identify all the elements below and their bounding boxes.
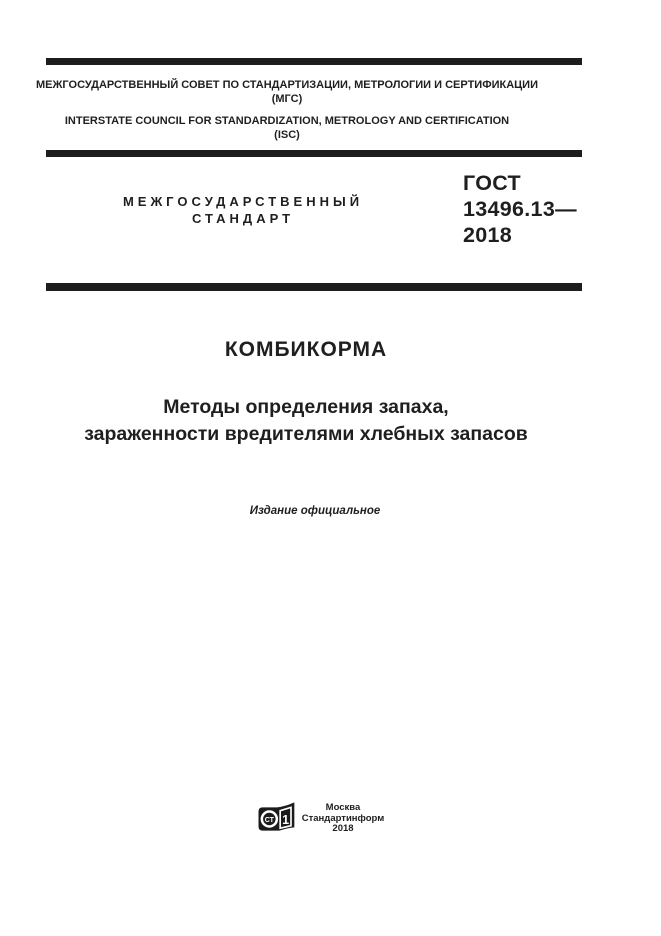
- designation-code-line3: 2018: [463, 223, 513, 247]
- edition-note: Издание официальное: [249, 505, 381, 517]
- standard-type-label: [46, 193, 440, 227]
- subtitle-line2: зараженности вредителями хлебных запасов: [84, 423, 528, 445]
- council-abbr-ru: (МГС): [271, 92, 303, 105]
- standard-designation: [463, 170, 577, 248]
- publisher-block: [256, 801, 385, 837]
- council-name-ru: МЕЖГОСУДАРСТВЕННЫЙ СОВЕТ ПО СТАНДАРТИЗАЦИИ, МЕТРОЛОГИИ И СЕРТИФИКАЦИИ: [35, 79, 538, 91]
- publisher-name: Стандартинформ: [301, 812, 385, 824]
- logo-st-glyph: СТ: [264, 815, 274, 824]
- designation-bottom-rule: [46, 283, 582, 291]
- publication-year: 2018: [332, 823, 354, 835]
- header-block: [28, 79, 546, 142]
- standartinform-logo-icon: [256, 801, 296, 837]
- logo-one-glyph: 1: [282, 813, 290, 827]
- standard-type-line1: МЕЖГОСУДАРСТВЕННЫЙ: [122, 194, 364, 209]
- designation-code-line2: 13496.13—: [463, 197, 577, 221]
- council-name-en: INTERSTATE COUNCIL FOR STANDARDIZATION, METROLOGY AND CERTIFICATION: [64, 115, 510, 127]
- council-abbr-en: (ISC): [274, 128, 300, 141]
- standard-type-line2: СТАНДАРТ: [191, 211, 295, 226]
- publisher-city: Москва: [325, 802, 361, 814]
- top-rule: [46, 58, 582, 65]
- designation-code-line1: ГОСТ: [463, 171, 521, 195]
- document-subtitle: [45, 394, 567, 448]
- publisher-text: [301, 803, 385, 835]
- middle-rule: [46, 150, 582, 157]
- document-title: КОМБИКОРМА: [224, 338, 388, 361]
- subtitle-line1: Методы определения запаха,: [163, 396, 449, 418]
